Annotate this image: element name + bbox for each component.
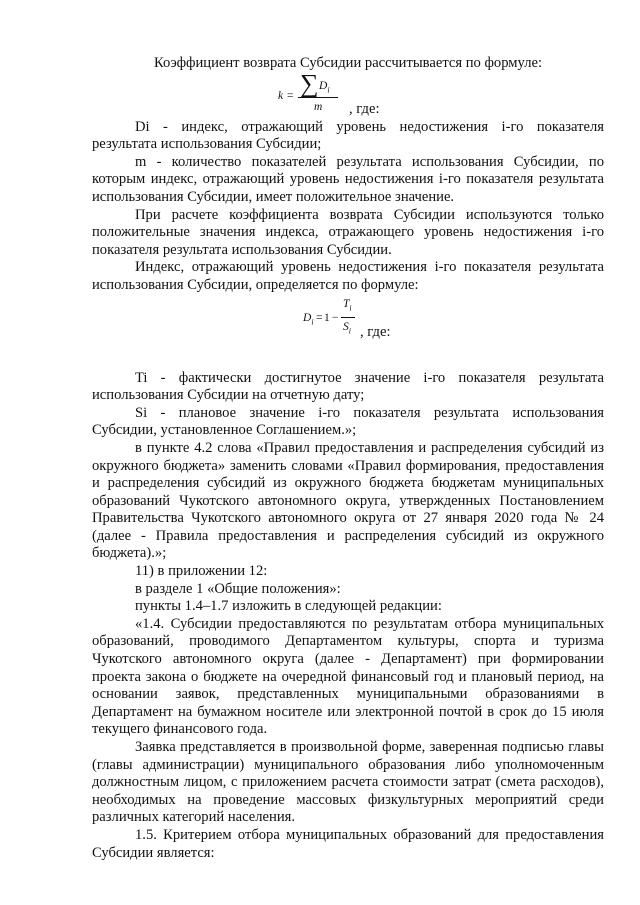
formula-denominator: m — [314, 100, 323, 113]
paragraph-si-definition: Si - плановое значение i-го показателя результата использования Субсидии, установленное Соглашением.»; — [92, 404, 604, 439]
document-body — [92, 55, 604, 862]
formula-tail: , где: — [360, 323, 391, 340]
formula-tail: , где: — [349, 100, 380, 117]
formula-s-sub: i — [348, 325, 351, 335]
formula-coefficient — [92, 68, 604, 118]
formula-minus: − — [332, 311, 339, 324]
formula-sum-sign: ∑ — [300, 68, 319, 98]
formula-d-sub: i — [327, 84, 330, 94]
paragraph-positive-values: При расчете коэффициента возврата Субсидии используются только положительные значения индекса, отражающего уровень недостижения i-го показателя результата использования Субсидии. — [92, 206, 604, 258]
fraction-bar — [298, 97, 338, 98]
paragraph-di-definition: Di - индекс, отражающий уровень недостижения i-го показателя результата использования Субсидии; — [92, 118, 604, 153]
paragraph-section-1: в разделе 1 «Общие положения»: — [135, 580, 341, 597]
formula-t-sub: i — [349, 302, 352, 312]
paragraph-coefficient-intro: Коэффициент возврата Субсидии рассчитывается по формуле: — [153, 55, 543, 71]
paragraph-point-1-4: «1.4. Субсидии предоставляются по результатам отбора муниципальных образований, проводимого Департаментом культуры, спорта и туризма Чукотского автономного округа (далее - Департамент) при формировании проекта закона о бюджете на очередной финансовый год и плановый период, на основании заявок, представленных муниципальными образованиями в Департамент на бумажном носителе или электронной почтой в срок до 15 июля текущего финансового года. — [92, 615, 604, 738]
paragraph-point-1-5: 1.5. Критерием отбора муниципальных образований для предоставления Субсидии является: — [92, 826, 604, 861]
formula-d: D — [303, 311, 312, 324]
formula-equals: = — [287, 89, 294, 102]
paragraph-m-definition: m - количество показателей результата использования Субсидии, по которым индекс, отражающий уровень недостижения i-го показателя результата использования Субсидии, имеет положительное значение. — [92, 153, 604, 205]
paragraph-points-1-4-1-7: пункты 1.4–1.7 изложить в следующей редакции: — [135, 598, 442, 615]
paragraph-appendix-12: 11) в приложении 12: — [135, 563, 268, 580]
formula-d: D — [319, 79, 328, 92]
formula-one: 1 — [324, 311, 330, 324]
fraction-bar — [341, 317, 355, 318]
formula-equals: = — [316, 311, 323, 324]
formula-s: S — [343, 320, 349, 333]
paragraph-point-4-2: в пункте 4.2 слова «Правил предоставления и распределения субсидий из окружного бюджета» заменить словами «Правил формирования, предоставления и распределения субсидий из окружного бюджета бюджетам муниципальных образований Чукотского автономного округа, утвержденных Постановлением Правительства Чукотского автономного округа от 27 января 2020 года № 24 (далее - Правила предоставления и распределения субсидий из окружного бюджета).»; — [92, 439, 604, 562]
formula-d-sub: i — [311, 316, 314, 326]
paragraph-index-intro: Индекс, отражающий уровень недостижения i-го показателя результата использования Субсидии, определяется по формуле: — [92, 259, 604, 293]
formula-denominator — [343, 319, 351, 340]
formula-index — [92, 296, 604, 340]
paragraph-application: Заявка представляется в произвольной форме, заверенная подписью главы (главы администрации) муниципального образования либо уполномоченным должностным лицом, с приложением расчета стоимости затрат (смета расходов), необходимых на проведение массовых физкультурных мероприятий среди различных категорий населения. — [92, 739, 604, 826]
paragraph-ti-definition: Ti - фактически достигнутое значение i-го показателя результата использования Субсидии на отчетную дату; — [92, 369, 604, 404]
formula-k: k — [278, 89, 284, 102]
formula-t: T — [343, 297, 350, 310]
formula-numerator — [319, 78, 330, 99]
formula-di — [303, 310, 314, 331]
formula-numerator — [343, 296, 352, 317]
